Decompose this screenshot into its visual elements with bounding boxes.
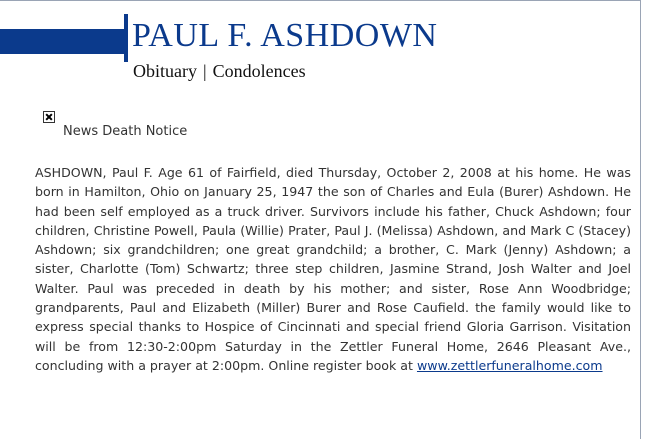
condolences-link[interactable]: Condolences — [212, 61, 306, 81]
funeral-home-link[interactable]: www.zettlerfuneralhome.com — [416, 357, 603, 373]
page-title: PAUL F. ASHDOWN — [132, 17, 438, 54]
obituary-link[interactable]: Obituary — [133, 61, 197, 81]
broken-image-icon — [43, 111, 55, 123]
nav-separator: | — [202, 61, 207, 81]
image-alt-text: News Death Notice — [63, 124, 188, 139]
obituary-body: ASHDOWN, Paul F. Age 61 of Fairfield, died Thursday, October 2, 2008 at his home. He was born in Hamilton, Ohio on January 25, 1947 the son of Charles and Eula (Burer) Ashdown. He had been self employed as a truck driver. Survivors include his father, Chuck Ashdown; four children, Christine Powell, Paula (Willie) Prater, Paul J. (Melissa) Ashdown, and Mark C (Stacey) Ashdown; six grandchildren; one great grandchild; a brother, C. Mark (Jenny) Ashdown; a sister, Charlotte (Tom) Schwartz; three step children, Jasmine Strand, Josh Walter and Joel Walter. Paul was preceded in death by his mother; and sister, Rose Ann Woodbridge; grandparents, Paul and Elizabeth (Miller) Burer and Rose Caufield. the family would like to express special thanks to Hospice of Cincinnati and special friend Gloria Garrison. Visitation will be from 12:30-2:00pm Saturday in the Zettler Funeral Home, 2646 Pleasant Ave., concluding with a prayer at 2:00pm. Online register book at — [35, 165, 631, 373]
header-accent-bar — [0, 29, 124, 54]
obituary-text — [35, 163, 631, 375]
header-vertical-rule — [124, 14, 128, 62]
top-border — [0, 0, 640, 1]
right-border — [640, 0, 641, 439]
header-nav — [133, 60, 306, 82]
